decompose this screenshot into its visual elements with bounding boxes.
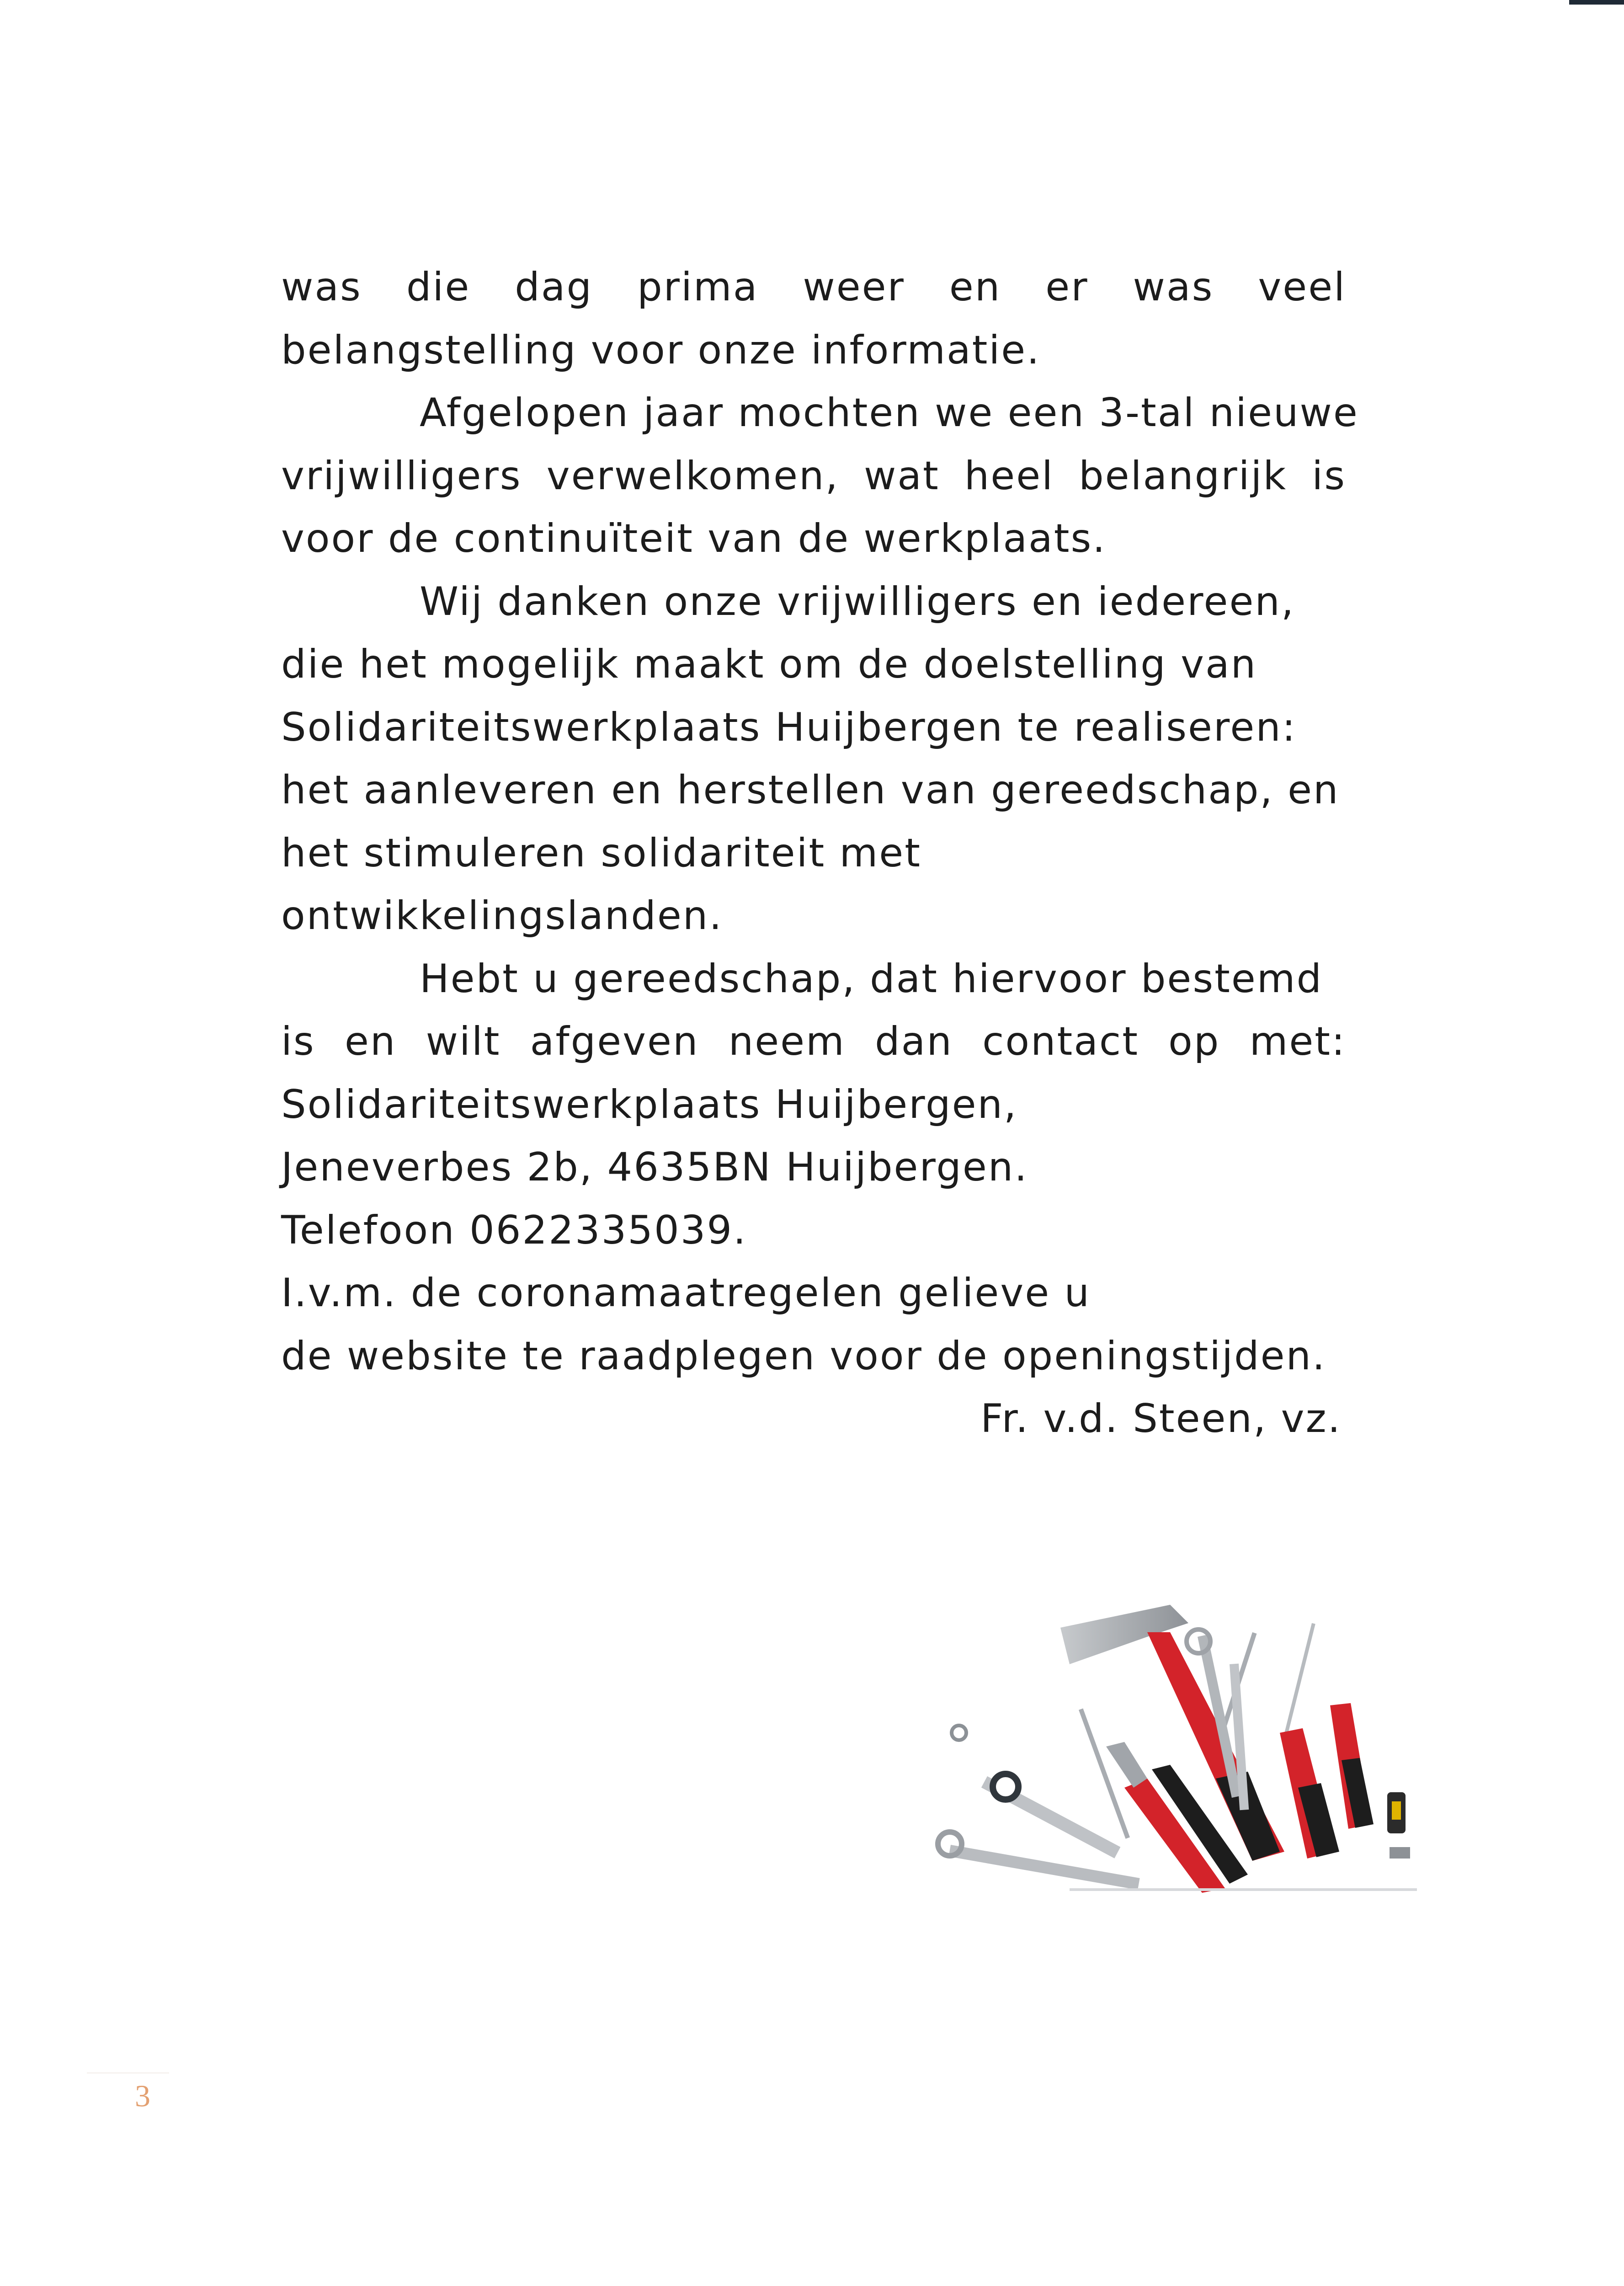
scan-edge-mark — [1569, 0, 1624, 5]
text-line: Jeneverbes 2b, 4635BN Huijbergen. — [281, 1144, 1028, 1190]
bit-icon — [1387, 1792, 1410, 1859]
text-line: Afgelopen jaar mochten we een 3-tal nieuwe — [420, 390, 1359, 436]
text-line: Hebt u gereedschap, dat hiervoor bestemd — [420, 956, 1323, 1002]
page-number: 3 — [135, 2078, 150, 2113]
text-line: I.v.m. de coronamaatregelen gelieve u — [281, 1270, 1091, 1316]
text-line: Telefoon 0622335039. — [281, 1207, 747, 1253]
text-line: de website te raadplegen voor de openingstijden. — [281, 1333, 1326, 1379]
text-line: het aanleveren en herstellen van gereedschap, en — [281, 767, 1340, 813]
text-line: was die dag prima weer en er was veel — [281, 264, 1346, 310]
text-line: belangstelling voor onze informatie. — [281, 327, 1041, 373]
text-line: Solidariteitswerkplaats Huijbergen, — [281, 1081, 1018, 1127]
text-line: die het mogelijk maakt om de doelstelling van — [281, 641, 1257, 687]
letter-body — [281, 256, 1359, 1451]
signature-line: Fr. v.d. Steen, vz. — [980, 1396, 1342, 1442]
wrench-icon — [938, 1832, 1140, 1890]
footer-divider — [87, 2072, 169, 2073]
text-line: Wij danken onze vrijwilligers en iedereen, — [420, 578, 1295, 625]
text-line: voor de continuïteit van de werkplaats. — [281, 516, 1107, 561]
text-line: Solidariteitswerkplaats Huijbergen te realiseren: — [281, 704, 1297, 750]
text-line: het stimuleren solidariteit met — [281, 830, 921, 876]
text-line: vrijwilligers verwelkomen, wat heel belangrijk is — [281, 453, 1346, 499]
text-line: ontwikkelingslanden. — [281, 893, 723, 939]
text-line: is en wilt afgeven neem dan contact op met: — [281, 1019, 1346, 1064]
tools-icon — [932, 1596, 1422, 1897]
screwdriver-handle-icon — [1280, 1703, 1374, 1859]
